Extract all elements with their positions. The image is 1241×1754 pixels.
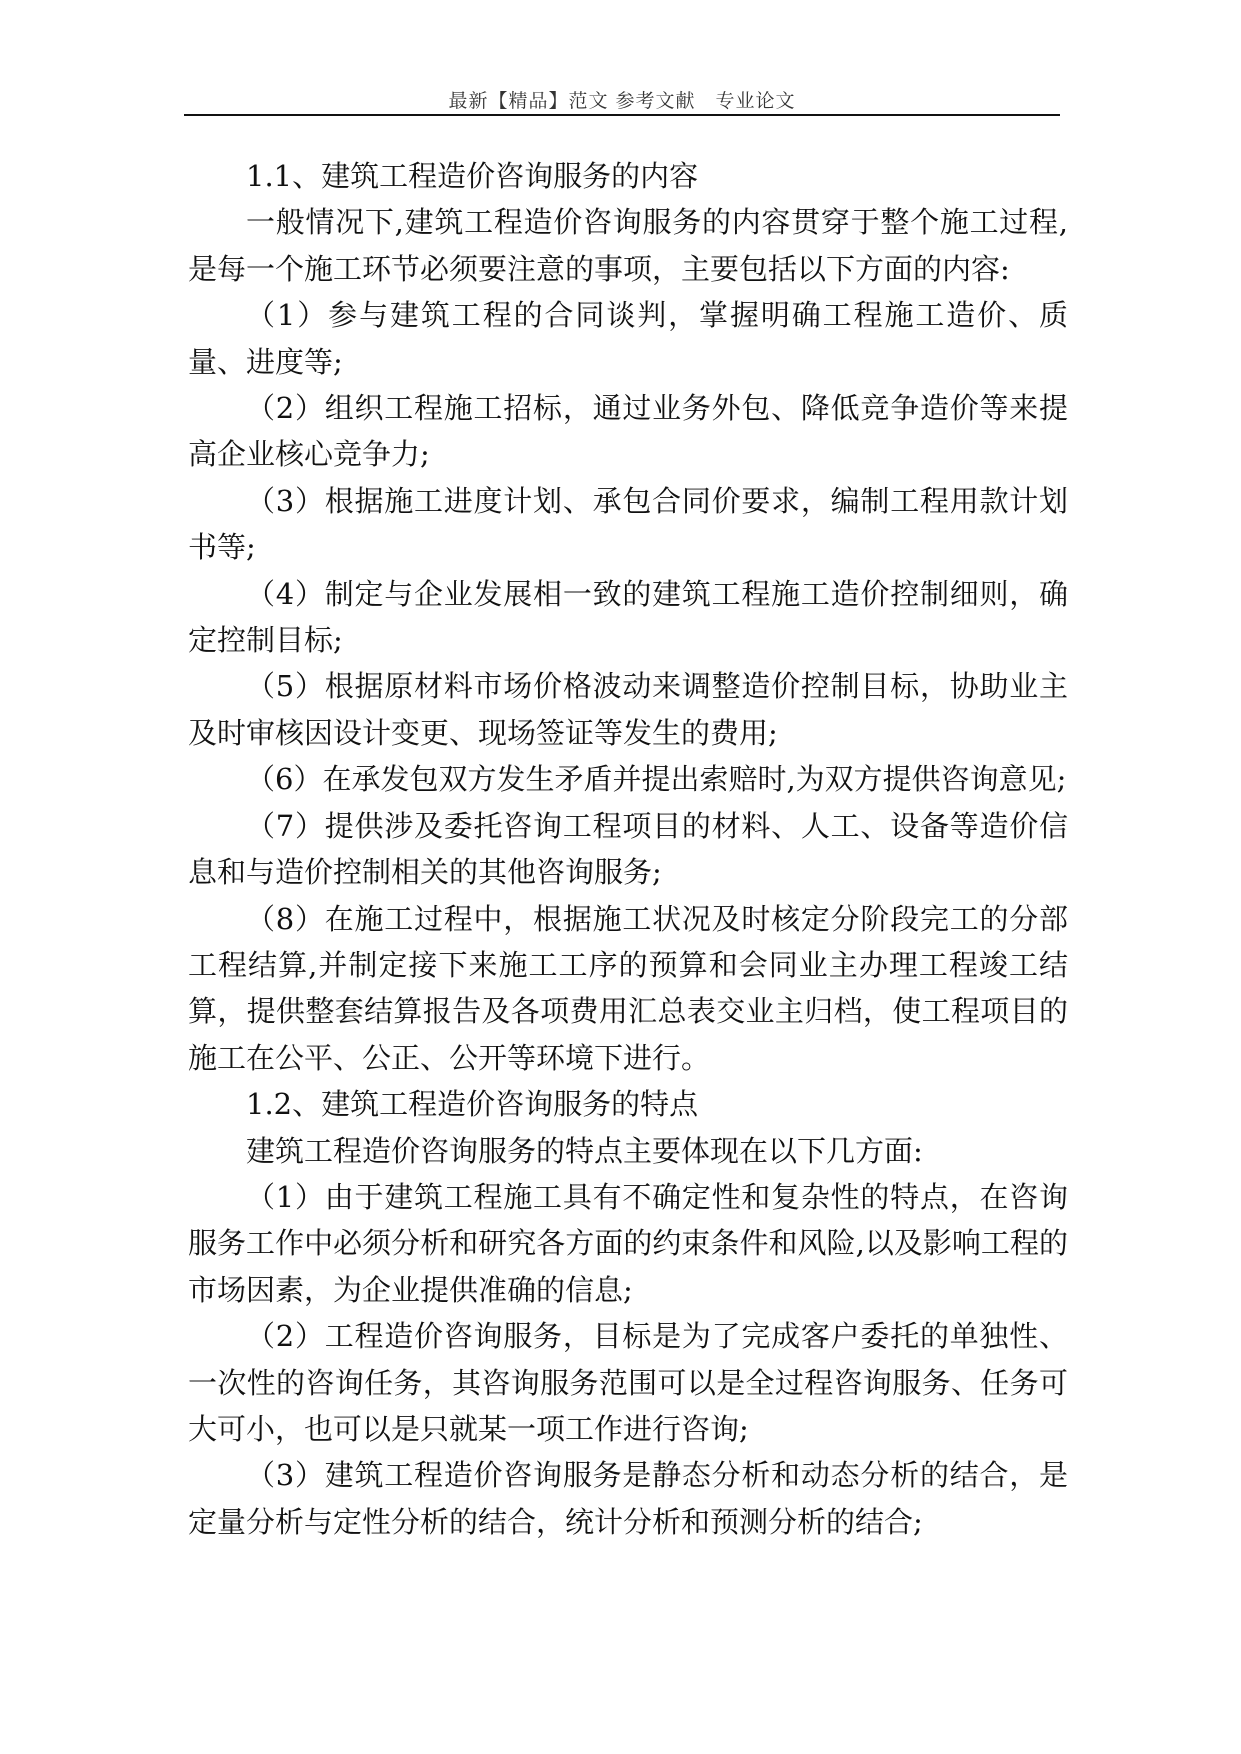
header-divider [184,114,1060,116]
list-item: （8）在施工过程中，根据施工状况及时核定分阶段完工的分部工程结算,并制定接下来施工工序的预算和会同业主办理工程竣工结算，提供整套结算报告及各项费用汇总表交业主归档，使工程项目的施工在公平、公正、公开等环境下进行。 [188,901,1068,1075]
list-item: （7）提供涉及委托咨询工程项目的材料、人工、设备等造价信息和与造价控制相关的其他咨询服务; [188,808,1068,890]
list-item: （4）制定与企业发展相一致的建筑工程施工造价控制细则，确定控制目标; [188,576,1068,658]
list-item: （2）组织工程施工招标，通过业务外包、降低竞争造价等来提高企业核心竞争力; [188,391,1068,472]
section-heading-1-2: 1.2、建筑工程造价咨询服务的特点 [246,1087,699,1122]
list-item: （3）建筑工程造价咨询服务是静态分析和动态分析的结合，是定量分析与定性分析的结合，统计分析和预测分析的结合; [188,1458,1068,1539]
document-body [188,153,1068,1545]
list-item: （6）在承发包双方发生矛盾并提出索赔时,为双方提供咨询意见; [246,762,1067,797]
section-heading-1-1: 1.1、建筑工程造价咨询服务的内容 [246,159,699,193]
list-item: （5）根据原材料市场价格波动来调整造价控制目标，协助业主及时审核因设计变更、现场签证等发生的费用; [188,669,1068,750]
intro-paragraph: 建筑工程造价咨询服务的特点主要体现在以下几方面: [246,1133,923,1168]
list-item: （1）参与建筑工程的合同谈判，掌握明确工程施工造价、质量、进度等; [188,298,1068,379]
list-item: （1）由于建筑工程施工具有不确定性和复杂性的特点，在咨询服务工作中必须分析和研究各方面的约束条件和风险,以及影响工程的市场因素，为企业提供准确的信息; [188,1179,1068,1307]
list-item: （2）工程造价咨询服务，目标是为了完成客户委托的单独性、一次性的咨询任务，其咨询服务范围可以是全过程咨询服务、任务可大可小，也可以是只就某一项工作进行咨询; [188,1319,1068,1446]
page-header: 最新【精品】范文 参考文献 专业论文 [448,90,796,112]
intro-paragraph: 一般情况下,建筑工程造价咨询服务的内容贯穿于整个施工过程,是每一个施工环节必须要注意的事项，主要包括以下方面的内容: [188,205,1068,286]
list-item: （3）根据施工进度计划、承包合同价要求，编制工程用款计划书等; [188,483,1068,565]
